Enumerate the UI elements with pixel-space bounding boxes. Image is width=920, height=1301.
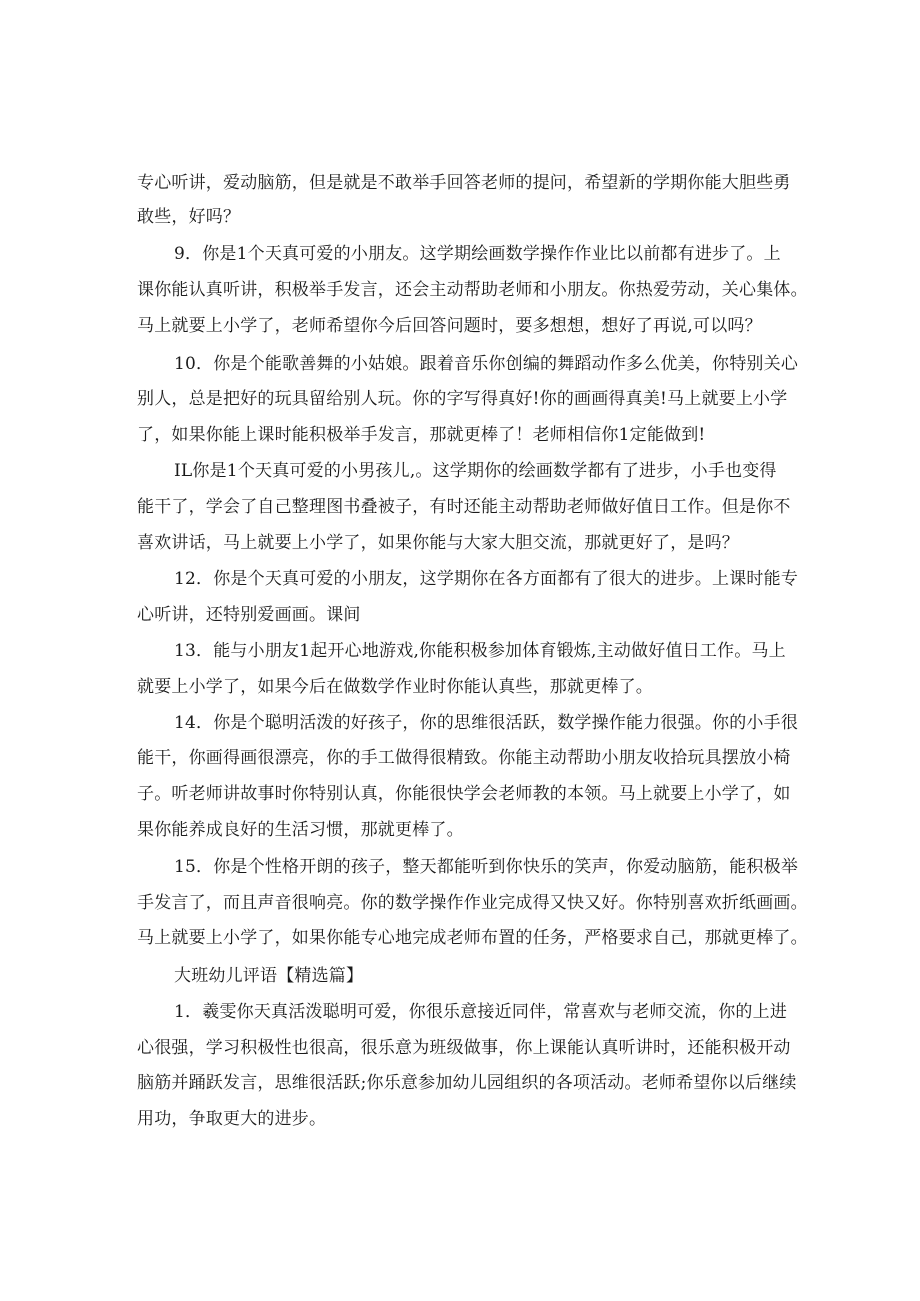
text-line: 手发言了，而且声音很响亮。你的数学操作作业完成得又快又好。你特别喜欢折纸画画。 [137, 893, 808, 913]
text-line: 能干了，学会了自己整理图书叠被子，有时还能主动帮助老师做好值日工作。但是你不 [137, 497, 791, 517]
text-line: 15．你是个性格开朗的孩子，整天都能听到你快乐的笑声，你爱动脑筋，能积极举 [174, 857, 799, 877]
text-line: 脑筋并踊跃发言，思维很活跃;你乐意参加幼儿园组织的各项活动。老师希望你以后继续 [137, 1073, 797, 1093]
text-line: 课你能认真听讲，积极举手发言，还会主动帮助老师和小朋友。你热爱劳动，关心集体。 [137, 280, 808, 300]
text-line: 了，如果你能上课时能积极举手发言，那就更棒了！老师相信你1定能做到! [137, 425, 706, 445]
text-line: 13．能与小朋友1起开心地游戏,你能积极参加体育锻炼,主动做好值日工作。马上 [174, 641, 786, 661]
text-line: 马上就要上小学了，老师希望你今后回答问题时，要多想想，想好了再说,可以吗？ [137, 316, 762, 336]
text-line: 喜欢讲话，马上就要上小学了，如果你能与大家大胆交流，那就更好了，是吗？ [137, 533, 739, 553]
text-line: 9．你是1个天真可爱的小朋友。这学期绘画数学操作作业比以前都有进步了。上 [174, 244, 781, 264]
text-line: 心很强，学习积极性也很高，很乐意为班级做事，你上课能认真听讲时，还能积极开动 [137, 1038, 791, 1058]
text-line: 子。听老师讲故事时你特别认真，你能很快学会老师教的本领。马上就要上小学了，如 [137, 784, 791, 804]
text-line: 专心听讲，爱动脑筋，但是就是不敢举手回答老师的提问，希望新的学期你能大胆些勇 [137, 173, 791, 193]
section-heading: 大班幼儿评语【精选篇】 [174, 966, 364, 986]
text-line: 用功，争取更大的进步。 [137, 1109, 327, 1129]
text-line: 别人，总是把好的玩具留给别人玩。你的字写得真好!你的画画得真美!马上就要上小学 [137, 389, 788, 409]
text-line: 12．你是个天真可爱的小朋友，这学期你在各方面都有了很大的进步。上课时能专 [174, 569, 799, 589]
text-line: 14．你是个聪明活泼的好孩子，你的思维很活跃，数学操作能力很强。你的小手很 [174, 713, 799, 733]
text-line: 就要上小学了，如果今后在做数学作业时你能认真些，那就更棒了。 [137, 677, 653, 697]
text-line: 果你能养成良好的生活习惯，那就更棒了。 [137, 820, 464, 840]
text-line: 10．你是个能歌善舞的小姑娘。跟着音乐你创编的舞蹈动作多么优美，你特别关心 [174, 354, 799, 374]
text-line: 心听讲，还特别爱画画。课间 [137, 605, 361, 625]
text-line: 敢些，好吗？ [137, 207, 241, 227]
text-line: 1．羲雯你天真活泼聪明可爱，你很乐意接近同伴，常喜欢与老师交流，你的上进 [174, 1002, 788, 1022]
text-line: IL你是1个天真可爱的小男孩儿,。这学期你的绘画数学都有了进步，小手也变得 [174, 461, 777, 481]
text-line: 能干，你画得画很漂亮，你的手工做得很精致。你能主动帮助小朋友收拾玩具摆放小椅 [137, 748, 791, 768]
text-line: 马上就要上小学了，如果你能专心地完成老师布置的任务，严格要求自己，那就更棒了。 [137, 928, 808, 948]
